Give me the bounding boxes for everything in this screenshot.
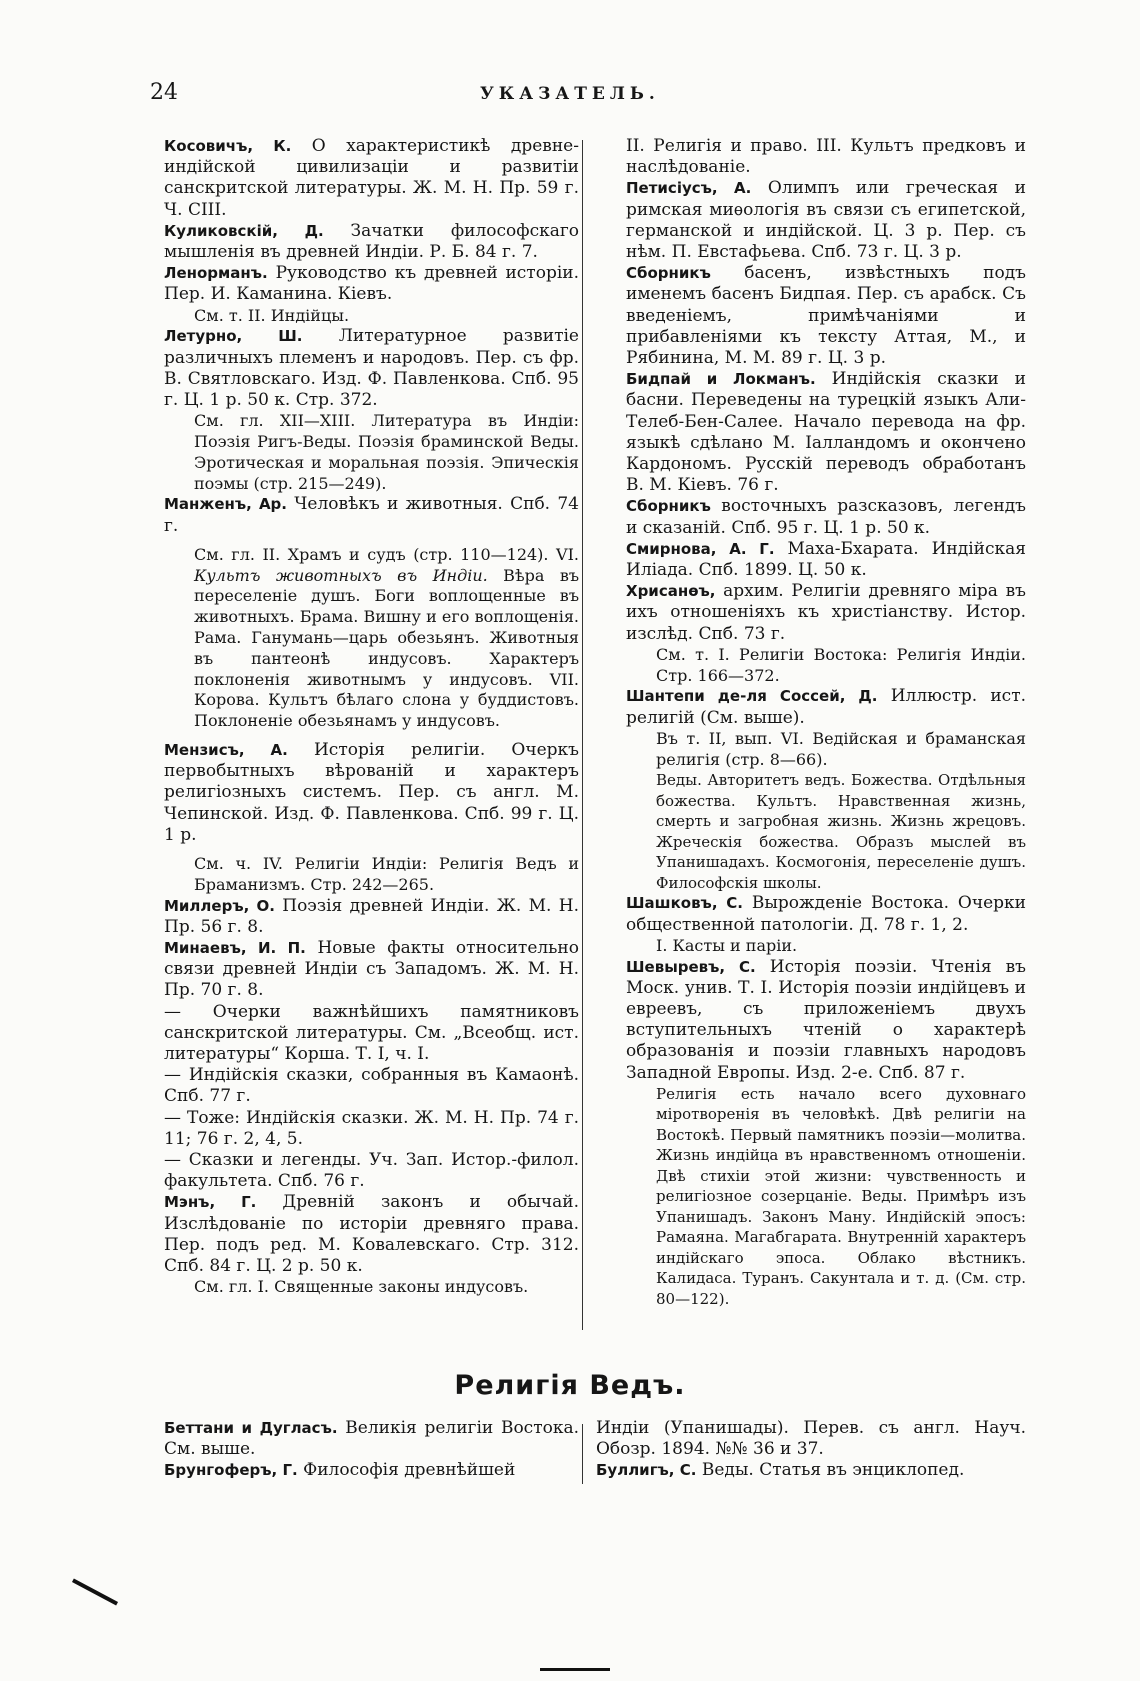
entry-note: См. т. II. Индійцы.	[194, 305, 350, 325]
entry-note: Религія есть начало всего духовнаго міротворенія въ человѣкѣ. Двѣ религіи на Востокѣ. Первый памятникъ поэзіи—молитва. Жизнь индійца въ нравственномъ отношеніи. Двѣ стихіи этой жизни: чувственность и религіозное созерцаніе. Веды. Примѣръ изъ Упанишадъ. Законъ Ману. Индійскій эпосъ: Рамаяна. Магабгарата. Внутренній характеръ индійскаго эпоса. Облако вѣстникъ. Калидаса. Туранъ. Сакунтала и т. д. (См. стр. 80—122).	[656, 1084, 1026, 1308]
entry: Мэнъ, Г. Древній законъ и обычай. Изслѣдованіе по исторіи древняго права. Пер. подъ ред. М. Ковалевскаго. Стр. 312. Спб. 84 г. Ц. 2 р. 50 к.	[164, 1192, 579, 1277]
entry: Петисіусъ, А. Олимпъ или греческая и римская миѳологія въ связи съ египетской, германской и индійской. Ц. 3 р. Пер. съ нѣм. П. Евстафьева. Спб. 73 г. Ц. 3 р.	[626, 178, 1026, 263]
entry-note: См. гл. XII—XIII. Литература въ Индіи: Поэзія Ригъ-Веды. Поэзія браминской Веды. Эротическая и моральная поэзія. Эпическія поэмы (стр. 215—249).	[194, 411, 579, 493]
entry: Минаевъ, И. П. Новые факты относительно связи древней Индіи съ Западомъ. Ж. М. Н. Пр. 70 г. 8.	[164, 938, 579, 1001]
entry: Индіи (Упанишады). Перев. съ англ. Науч. Обозр. 1894. №№ 36 и 37.	[596, 1418, 1026, 1460]
entry: Шашковъ, С. Вырожденіе Востока. Очерки общественной патологіи. Д. 78 г. 1, 2.	[626, 893, 1026, 935]
entry: Буллигъ, С. Веды. Статья въ энциклопед.	[596, 1460, 965, 1481]
entry: Бидпай и Локманъ. Индійскія сказки и басни. Переведены на турецкій языкъ Али-Телеб-Бен-Салее. Начало перевода на фр. языкѣ сдѣлано М. Іалландомъ и окончено Кардономъ. Русскій переводъ обработанъ В. М. Кіевъ. 76 г.	[626, 369, 1026, 496]
running-title: УКАЗАТЕЛЬ.	[480, 84, 660, 104]
left-column	[164, 136, 579, 1298]
section-heading: Религія Ведъ.	[454, 1370, 686, 1401]
entry: Косовичъ, К. О характеристикѣ древне-индійской цивилизаціи и развитіи санскритской литературы. Ж. М. Н. Пр. 59 г. Ч. CIII.	[164, 136, 579, 220]
entry: Миллеръ, О. Поэзія древней Индіи. Ж. М. Н. Пр. 56 г. 8.	[164, 895, 579, 937]
entry: Сборникъ басенъ, извѣстныхъ подъ именемъ басенъ Бидпая. Пер. съ арабск. Съ введеніемъ, примѣчаніями и прибавленіями къ тексту Аттая, М., и Рябинина, М. М. 89 г. Ц. 3 р.	[626, 263, 1026, 369]
right-column	[626, 136, 1026, 1309]
entry: Шантепи де-ля Соссей, Д. Иллюстр. ист. религій (См. выше).	[626, 686, 1027, 728]
entry: Брунгоферъ, Г. Философія древнѣйшей	[164, 1460, 516, 1481]
entry: — Индійскія сказки, собранныя въ Камаонѣ. Спб. 77 г.	[164, 1065, 579, 1107]
entry-note: I. Касты и паріи.	[656, 935, 798, 955]
entry: II. Религія и право. III. Культъ предковъ и наслѣдованіе.	[626, 136, 1026, 178]
entry: — Очерки важнѣйшихъ памятниковъ санскритской литературы. См. „Всеобщ. ист. литературы“ Корша. Т. I, ч. I.	[164, 1001, 579, 1065]
entry-note: Веды. Авторитетъ ведъ. Божества. Отдѣльныя божества. Культъ. Нравственная жизнь, смерть и загробная жизнь. Жизнь жрецовъ. Жреческія божества. Образъ мыслей въ Упанишадахъ. Космогонія, переселеніе душъ. Философскія школы.	[656, 771, 1026, 892]
left-column-bottom	[164, 1418, 579, 1482]
entry: Сборникъ восточныхъ разсказовъ, легендъ и сказаній. Спб. 95 г. Ц. 1 р. 50 к.	[626, 496, 1026, 538]
entry: — Тоже: Индійскія сказки. Ж. М. Н. Пр. 74 г. 11; 76 г. 2, 4, 5.	[164, 1107, 579, 1149]
entry-note: См. гл. II. Храмъ и судъ (стр. 110—124). VI. Культъ животныхъ въ Индіи. Вѣра въ переселеніе душъ. Боги воплощенные въ животныхъ. Брама. Вишну и его воплощенія. Рама. Ганумань—царь обезьянъ. Животныя въ пантеонѣ индусовъ. Характеръ поклоненія животнымъ у индусовъ. VII. Корова. Культъ бѣлаго слона у буддистовъ. Поклоненіе обезьянамъ у индусовъ.	[194, 544, 580, 731]
entry-note: Въ т. II, вып. VI. Ведійская и браманская религія (стр. 8—66).	[656, 728, 1026, 769]
page-header	[150, 80, 1010, 110]
right-column-bottom	[596, 1418, 1026, 1482]
entry: Беттани и Дугласъ. Великія религіи Востока. См. выше.	[164, 1418, 580, 1460]
entry: Манженъ, Ар. Человѣкъ и животныя. Спб. 74 г.	[164, 494, 579, 536]
scan-mark	[72, 1578, 118, 1605]
column-divider	[582, 140, 583, 1330]
entry-note: См. гл. I. Священные законы индусовъ.	[194, 1277, 529, 1297]
entry-note: См. т. I. Религіи Востока: Религія Индіи. Стр. 166—372.	[656, 644, 1026, 685]
scan-mark	[540, 1668, 610, 1671]
entry: Мензисъ, А. Исторія религіи. Очеркъ первобытныхъ вѣрованій и характеръ религіозныхъ системъ. Пер. съ англ. М. Чепинской. Изд. Ф. Павленкова. Спб. 99 г. Ц. 1 р.	[164, 740, 579, 845]
entry: Хрисанѳъ, архим. Религіи древняго міра въ ихъ отношеніяхъ къ христіанству. Истор. изслѣд. Спб. 73 г.	[626, 581, 1026, 644]
column-divider	[582, 1424, 583, 1484]
page-number: 24	[150, 80, 178, 105]
entry: — Сказки и легенды. Уч. Зап. Истор.-филол. факультета. Спб. 76 г.	[164, 1150, 579, 1192]
entry: Ленорманъ. Руководство къ древней исторіи. Пер. И. Каманина. Кіевъ.	[164, 263, 579, 305]
entry: Смирнова, А. Г. Маха-Бхарата. Индійская Иліада. Спб. 1899. Ц. 50 к.	[626, 538, 1026, 581]
entry-note: См. ч. IV. Религіи Индіи: Религія Ведъ и Браманизмъ. Стр. 242—265.	[194, 854, 579, 894]
entry: Куликовскій, Д. Зачатки философскаго мышленія въ древней Индіи. Р. Б. 84 г. 7.	[164, 220, 579, 263]
entry: Шевыревъ, С. Исторія поэзіи. Чтенія въ Моск. унив. Т. I. Исторія поэзіи индійцевъ и евреевъ, съ приложеніемъ двухъ вступительныхъ чтеній о характерѣ образованія и поэзіи главныхъ народовъ Западной Европы. Изд. 2-е. Спб. 87 г.	[626, 956, 1026, 1083]
entry: Летурно, Ш. Литературное развитіе различныхъ племенъ и народовъ. Пер. съ фр. В. Святловскаго. Изд. Ф. Павленкова. Спб. 95 г. Ц. 1 р. 50 к. Стр. 372.	[164, 326, 579, 411]
